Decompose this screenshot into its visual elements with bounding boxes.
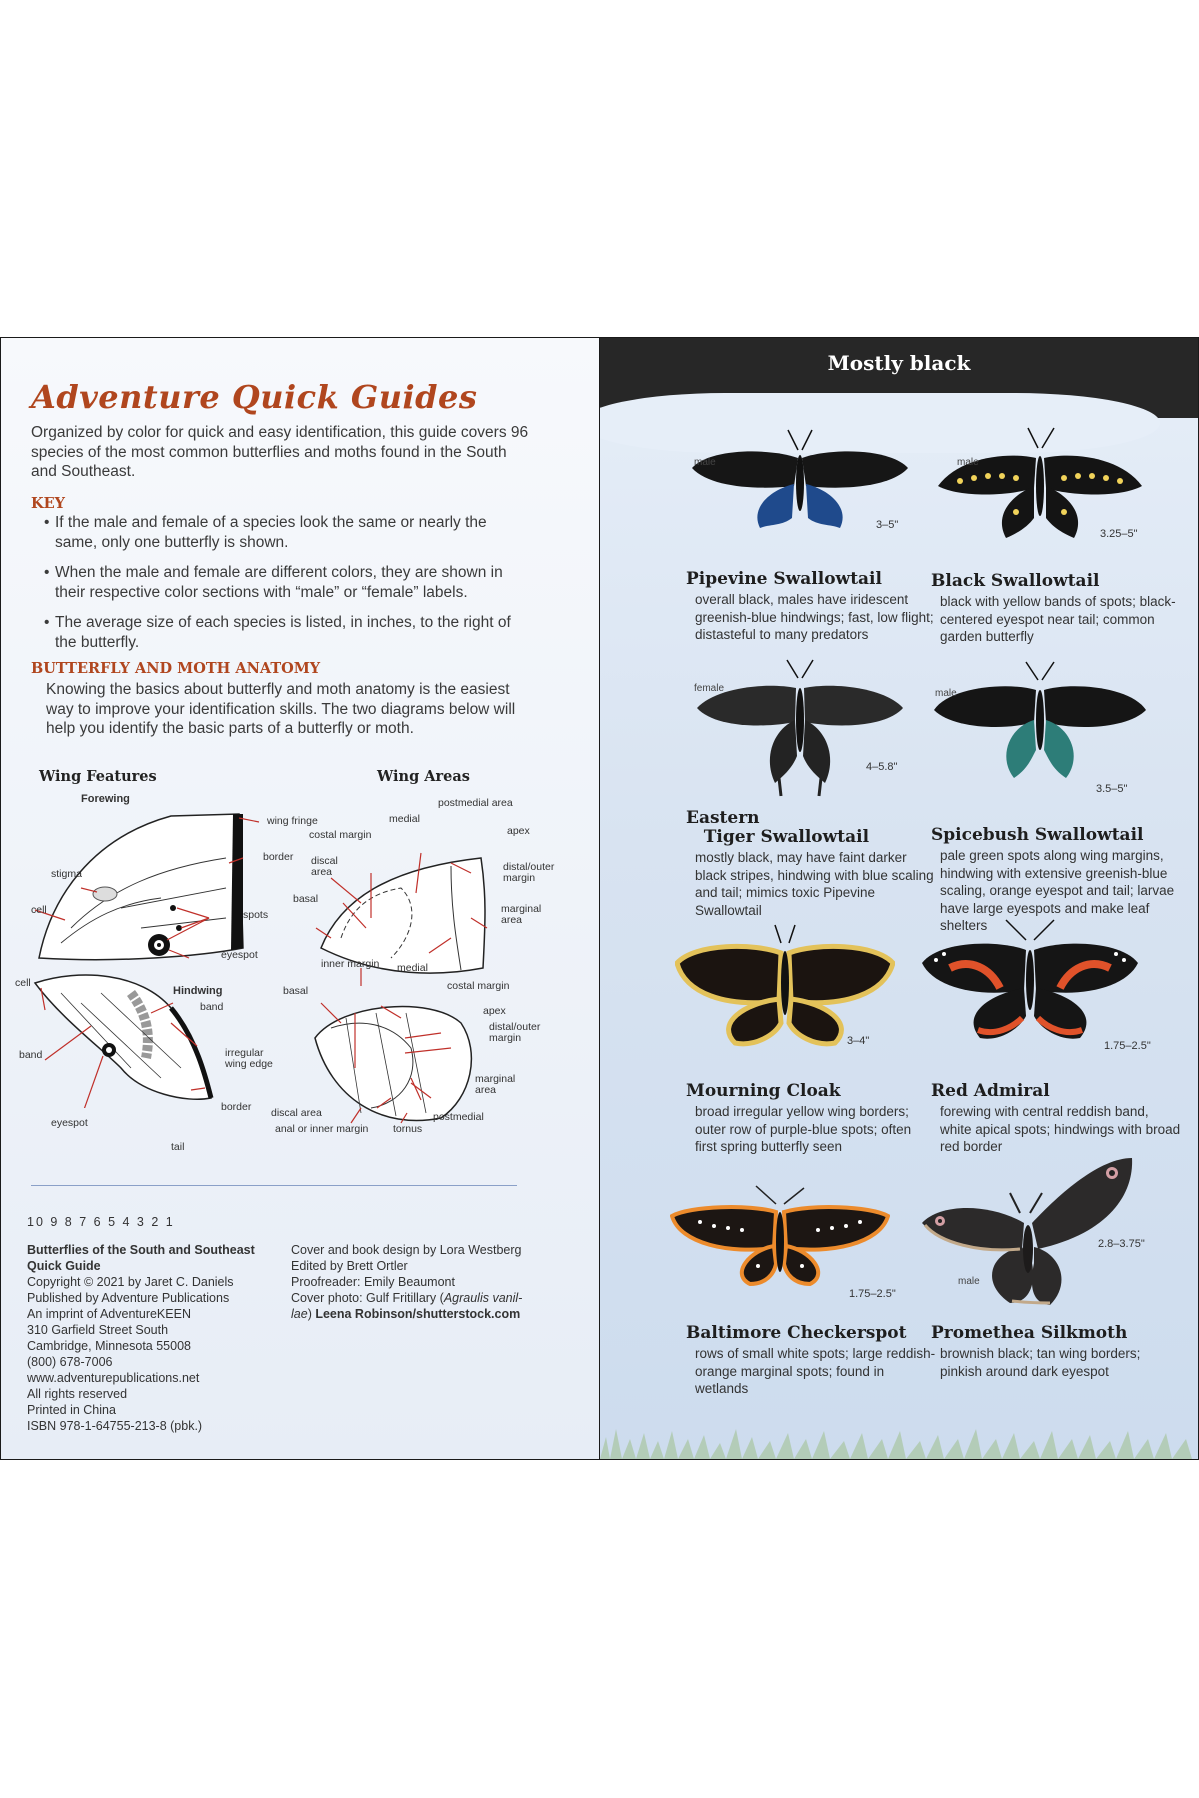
divider [31, 1185, 517, 1186]
sex-label: male [935, 688, 957, 699]
credit-line: Published by Adventure Publications [27, 1291, 230, 1305]
eastern-tiger-swallowtail-image [695, 658, 905, 798]
book-title: Butterflies of the South and Southeast [27, 1243, 255, 1257]
size-label: 3.5–5" [1096, 783, 1128, 795]
grass-decoration [600, 1419, 1198, 1459]
credit-line: Edited by Brett Ortler [291, 1259, 408, 1273]
size-label: 3–4" [847, 1035, 870, 1047]
key-item: • When the male and female are different colors, they are shown in their respective color sections with “male” or “female” labels. [41, 563, 521, 602]
credit-line: www.adventurepublications.net [27, 1371, 200, 1385]
key-heading: KEY [31, 495, 66, 512]
label-discal-area-hindwing: discal area [271, 1107, 322, 1119]
species-name: Pipevine Swallowtail [686, 569, 882, 589]
sex-label: male [958, 1276, 980, 1287]
book-spread [0, 337, 1199, 1460]
section-title: Mostly black [827, 351, 971, 375]
label-cell-hindwing: cell [15, 977, 31, 989]
mourning-cloak-image [675, 923, 895, 1053]
anatomy-text: Knowing the basics about butterfly and moth anatomy is the easiest way to improve your identification skills. The two diagrams below will help you identify the basic parts of a butterfly or moth. [46, 681, 516, 737]
species-card [931, 572, 1181, 646]
species-card [686, 809, 936, 919]
cover-photo-credit-2 [291, 1306, 551, 1322]
label-tail: tail [171, 1141, 185, 1153]
left-page [1, 338, 600, 1459]
label-apex-hindwing: apex [483, 1005, 506, 1017]
key-item: • The average size of each species is listed, in inches, to the right of the butterfly. [41, 613, 521, 652]
label-spots: spots [243, 909, 269, 921]
credit-line: (800) 678-7006 [27, 1355, 113, 1369]
size-label: 1.75–2.5" [1104, 1040, 1151, 1052]
label-marginal-area: marginal area [501, 903, 542, 926]
credit-line: An imprint of AdventureKEEN [27, 1307, 191, 1321]
label-forewing: Forewing [81, 793, 130, 805]
label-band: band [200, 1001, 224, 1013]
label-cell: cell [31, 904, 47, 916]
promethea-silkmoth-image [920, 1153, 1140, 1313]
credits-right [291, 1242, 551, 1322]
credit-line: Cover and book design by Lora Westberg [291, 1243, 522, 1257]
photo-pre: Cover photo: Gulf Fritillary ( [291, 1291, 444, 1305]
red-admiral-image [920, 918, 1140, 1048]
species-name: Promethea Silkmoth [931, 1323, 1128, 1343]
sex-label: male [957, 457, 979, 468]
intro-text: Organized by color for quick and easy identification, this guide covers 96 species of the most common butterflies and moths found in the South and Southeast. [31, 424, 529, 480]
label-costal-margin: costal margin [309, 829, 372, 841]
species-name: Spicebush Swallowtail [931, 825, 1144, 845]
wing-areas-title: Wing Areas [377, 768, 470, 785]
label-basal-hindwing: basal [283, 985, 309, 997]
species-description: black with yellow bands of spots; black-centered eyespot near tail; common garden butterfly [940, 594, 1176, 644]
photo-species: Agraulis vanil- [443, 1291, 523, 1305]
brand-title: Adventure Quick Guides [31, 378, 478, 416]
label-costal-margin-hindwing: costal margin [447, 980, 510, 992]
book-subtitle: Quick Guide [27, 1259, 101, 1273]
credit-line: All rights reserved [27, 1387, 128, 1401]
label-discal-area: discal area [311, 855, 338, 878]
credit-line: 310 Garfield Street South [27, 1323, 169, 1337]
key-list [41, 513, 521, 663]
baltimore-checkerspot-image [670, 1184, 890, 1289]
label-wing-fringe: wing fringe [267, 815, 318, 827]
label-marginal-area-hindwing: marginal area [475, 1073, 516, 1096]
species-description: forewing with central reddish band, white apical spots; hindwings with broad red border [940, 1104, 1181, 1154]
species-description: overall black, males have iridescent greenish-blue hindwings; fast, low flight; distasteful to many predators [695, 592, 934, 642]
label-eyespot: eyespot [221, 949, 258, 961]
size-label: 3.25–5" [1100, 528, 1138, 540]
species-card [686, 1324, 936, 1398]
sex-label: female [694, 683, 725, 694]
photo-species-2: lae [291, 1307, 308, 1321]
credit-line: Copyright © 2021 by Jaret C. Daniels [27, 1275, 234, 1289]
key-item: • If the male and female of a species look the same or nearly the same, only one butterfly is shown. [41, 513, 521, 552]
credit-line: Printed in China [27, 1403, 116, 1417]
size-label: 2.8–3.75" [1098, 1238, 1145, 1250]
label-tornus: tornus [393, 1123, 423, 1135]
species-card [931, 1324, 1181, 1380]
label-medial: medial [389, 813, 420, 825]
size-label: 1.75–2.5" [849, 1288, 896, 1300]
species-description: pale green spots along wing margins, hindwing with extensive greenish-blue scaling, orange eyespot and tail; larvae have large eyespots and make leaf shelters [940, 848, 1175, 933]
right-page [600, 338, 1198, 1459]
species-name: Mourning Cloak [686, 1081, 841, 1101]
label-postmedial-hindwing: postmedial [433, 1111, 484, 1123]
credits-left [27, 1242, 267, 1434]
label-stigma: stigma [51, 868, 82, 880]
anatomy-heading: BUTTERFLY AND MOTH ANATOMY [31, 660, 321, 677]
size-label: 3–5" [876, 519, 899, 531]
species-name: Red Admiral [931, 1081, 1050, 1101]
label-distal-margin-hindwing: distal/outer margin [489, 1021, 541, 1044]
label-eyespot-hindwing: eyespot [51, 1117, 88, 1129]
printing-line: 10 9 8 7 6 5 4 3 2 1 [27, 1215, 175, 1229]
label-basal: basal [293, 893, 319, 905]
credit-line: Proofreader: Emily Beaumont [291, 1275, 455, 1289]
label-inner-margin: inner margin [321, 958, 380, 970]
wing-features-title: Wing Features [39, 768, 157, 785]
label-hindwing: Hindwing [173, 985, 223, 997]
label-border-hindwing: border [221, 1101, 252, 1113]
species-name: Black Swallowtail [931, 571, 1100, 591]
spicebush-swallowtail-image [930, 660, 1150, 790]
label-apex: apex [507, 825, 530, 837]
label-postmedial-area: postmedial area [438, 797, 513, 809]
size-label: 4–5.8" [866, 761, 898, 773]
credit-line: ISBN 978-1-64755-213-8 (pbk.) [27, 1419, 203, 1433]
species-card [686, 570, 936, 644]
label-band-hindwing: band [19, 1049, 43, 1061]
species-card [686, 1082, 936, 1156]
photo-credit: Leena Robinson/shutterstock.com [315, 1307, 521, 1321]
label-border: border [263, 851, 294, 863]
species-description: brownish black; tan wing borders; pinkish around dark eyespot [940, 1346, 1141, 1379]
cover-photo-credit [291, 1290, 551, 1306]
species-name: Baltimore Checkerspot [686, 1323, 907, 1343]
species-description: broad irregular yellow wing borders; outer row of purple-blue spots; often first spring butterfly seen [695, 1104, 912, 1154]
label-anal-margin: anal or inner margin [275, 1123, 369, 1135]
photo-post: ) [307, 1307, 316, 1321]
label-medial-hindwing: medial [397, 962, 428, 974]
label-irregular-wing-edge: irregular wing edge [225, 1047, 273, 1070]
label-distal-margin: distal/outer margin [503, 861, 555, 884]
species-description: rows of small white spots; large reddish-orange marginal spots; found in wetlands [695, 1346, 936, 1396]
species-name: Eastern Tiger Swallowtail [686, 808, 870, 847]
sex-label: male [694, 457, 716, 468]
species-card [931, 1082, 1181, 1156]
species-description: mostly black, may have faint darker black stripes, hindwing with blue scaling and tail; mimics toxic Pipevine Swallowtail [695, 850, 934, 918]
credit-line: Cambridge, Minnesota 55008 [27, 1339, 191, 1353]
